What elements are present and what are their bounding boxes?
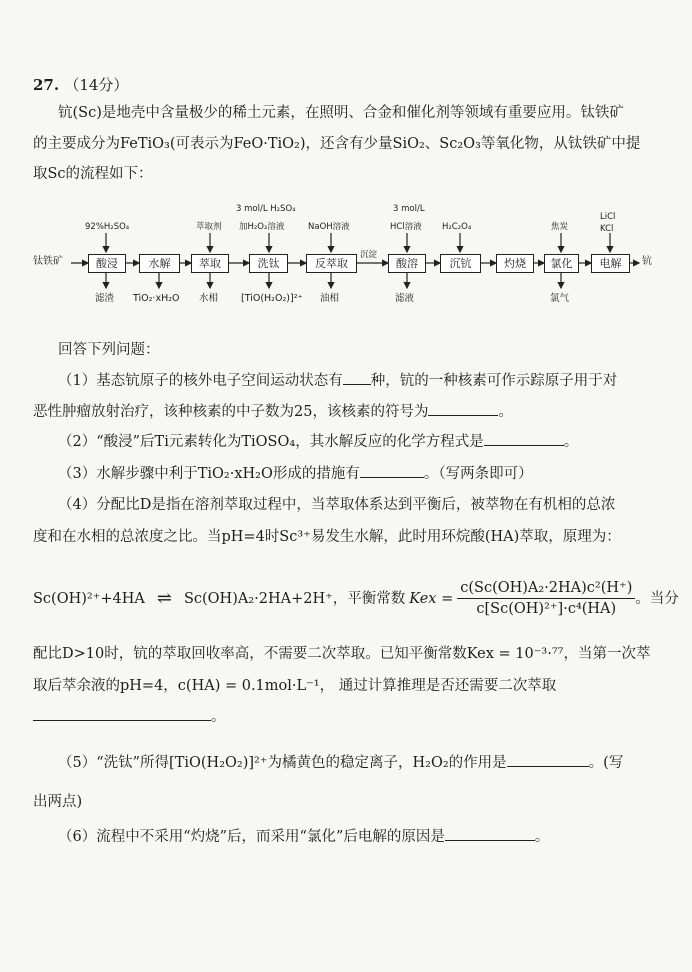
process-flowchart bbox=[33, 200, 663, 315]
q4-fraction-numerator: c(Sc(OH)A₂·2HA)c²(H⁺) bbox=[457, 578, 635, 599]
q4-k-symbol: Kex = bbox=[409, 590, 454, 607]
flow-box-chlorination: 氯化 bbox=[544, 254, 579, 273]
flow-label-h2so4-92: 92%H₂SO₄ bbox=[85, 222, 130, 232]
flow-label-extractant: 萃取剂 bbox=[196, 222, 222, 232]
q5-blank bbox=[507, 752, 589, 767]
flow-out-tio-complex: [TiO(H₂O₂)]²⁺ bbox=[241, 293, 303, 304]
prompt: 回答下列问题： bbox=[58, 342, 160, 358]
intro-line-3: 取Sc的流程如下： bbox=[33, 166, 153, 182]
q4-blank bbox=[33, 706, 211, 721]
q4-eq-right: Sc(OH)A₂·2HA+2H⁺，平衡常数 bbox=[183, 590, 406, 607]
flow-label-naoh: NaOH溶液 bbox=[308, 222, 350, 232]
flow-box-wash-ti: 洗钛 bbox=[249, 254, 288, 273]
flow-out-aqueous: 水相 bbox=[199, 293, 219, 304]
q3-text-a: （3）水解步骤中利于TiO₂·xH₂O形成的措施有 bbox=[58, 466, 360, 482]
flow-box-acid-dissolve: 酸溶 bbox=[388, 254, 426, 273]
flow-end: 钪 bbox=[642, 256, 652, 267]
q1-blank-1 bbox=[343, 370, 371, 385]
q4-text-e: 。 bbox=[211, 709, 226, 725]
flow-label-h2so4-3m: 3 mol/L H₂SO₄ bbox=[236, 204, 296, 214]
q1-text-a: （1）基态钪原子的核外电子空间运动状态有 bbox=[58, 373, 343, 389]
q4-eq-left: Sc(OH)²⁺+4HA bbox=[33, 590, 145, 607]
flow-start: 钛铁矿 bbox=[33, 256, 63, 267]
flow-box-back-extraction: 反萃取 bbox=[306, 254, 357, 273]
q2-line bbox=[58, 431, 578, 452]
q6-line bbox=[58, 826, 549, 847]
q4-answer-line bbox=[33, 706, 226, 727]
q6-blank bbox=[445, 826, 535, 841]
q6-text-b: 。 bbox=[534, 829, 550, 845]
intro-line-2: 的主要成分为FeTiO₃(可表示为FeO·TiO₂)，还含有少量SiO₂、Sc₂O₃等氧化物，从钛铁矿中提 bbox=[33, 136, 641, 152]
q5-line-1 bbox=[58, 752, 623, 773]
q5-text-a: （5）“洗钛”所得[TiO(H₂O₂)]²⁺为橘黄色的稳定离子，H₂O₂的作用是 bbox=[58, 755, 507, 771]
q4-line-3: 配比D>10时，钪的萃取回收率高，不需要二次萃取。已知平衡常数Kex = 10⁻³·⁷⁷，当第一次萃 bbox=[33, 646, 651, 662]
q4-fraction bbox=[457, 578, 635, 619]
flow-out-chlorine: 氯气 bbox=[550, 293, 570, 304]
flow-label-precipitate: 沉淀 bbox=[360, 250, 378, 260]
flow-box-calcine: 灼烧 bbox=[496, 254, 534, 273]
flow-out-tio2: TiO₂·xH₂O bbox=[133, 293, 180, 304]
flow-label-3mol: 3 mol/L bbox=[393, 204, 425, 214]
question-score: （14分） bbox=[64, 76, 129, 94]
flow-box-precipitate-sc: 沉钪 bbox=[440, 254, 481, 273]
q1-text-d: 。 bbox=[498, 404, 513, 420]
flow-out-residue: 滤渣 bbox=[95, 293, 115, 304]
flow-label-coke: 焦炭 bbox=[551, 222, 569, 232]
flow-out-residue-2: 滤液 bbox=[395, 293, 415, 304]
q4-line-4: 取后萃余液的pH=4，c(HA) = 0.1mol·L⁻¹， 通过计算推理是否还需要二次萃取 bbox=[33, 678, 557, 694]
q2-text-b: 。 bbox=[563, 434, 579, 450]
q3-text-b: 。（写两条即可） bbox=[423, 466, 533, 482]
q3-line bbox=[58, 463, 533, 484]
flow-out-oil: 油相 bbox=[320, 293, 340, 304]
flow-label-h2o2: 加H₂O₂溶液 bbox=[239, 222, 285, 232]
q2-blank bbox=[484, 431, 564, 446]
question-number bbox=[33, 74, 128, 95]
q1-line-1 bbox=[58, 370, 617, 391]
q1-line-2 bbox=[33, 401, 513, 422]
q1-text-b: 种，钪的一种核素可作示踪原子用于对 bbox=[370, 373, 618, 389]
q4-eq-arrow: ⇌ bbox=[156, 587, 172, 609]
question-number-text: 27. bbox=[33, 76, 60, 94]
flow-label-h2c2o4: H₂C₂O₄ bbox=[442, 222, 472, 232]
q2-text-a: （2）“酸浸”后Ti元素转化为TiOSO₄，其水解反应的化学方程式是 bbox=[58, 434, 484, 450]
flow-label-kcl: KCl bbox=[600, 224, 614, 234]
q4-eq-after: 。当分 bbox=[635, 590, 679, 607]
flow-label-hcl: HCl溶液 bbox=[390, 222, 422, 232]
q1-blank-2 bbox=[428, 401, 498, 416]
flow-label-licl: LiCl bbox=[600, 212, 616, 222]
q4-equation bbox=[33, 578, 679, 619]
q4-fraction-denominator: c[Sc(OH)²⁺]·c⁴(HA) bbox=[476, 601, 617, 617]
q5-line-2: 出两点) bbox=[33, 794, 83, 810]
q4-line-1: （4）分配比D是指在溶剂萃取过程中，当萃取体系达到平衡后，被萃物在有机相的总浓 bbox=[58, 497, 616, 513]
q1-text-c: 恶性肿瘤放射治疗，该种核素的中子数为25，该核素的符号为 bbox=[33, 404, 429, 420]
q6-text-a: （6）流程中不采用“灼烧”后，而采用“氯化”后电解的原因是 bbox=[58, 829, 445, 845]
flow-box-electrolysis: 电解 bbox=[591, 254, 630, 273]
flow-box-extraction: 萃取 bbox=[191, 254, 229, 273]
q4-line-2: 度和在水相的总浓度之比。当pH=4时Sc³⁺易发生水解，此时用环烷酸(HA)萃取，原理为： bbox=[33, 529, 621, 545]
intro-line-1: 钪(Sc)是地壳中含量极少的稀土元素，在照明、合金和催化剂等领域有重要应用。钛铁矿 bbox=[58, 105, 624, 121]
q3-blank bbox=[360, 463, 424, 478]
flow-box-acid-leach: 酸浸 bbox=[88, 254, 126, 273]
q5-text-b: 。(写 bbox=[588, 755, 624, 771]
flow-box-hydrolysis: 水解 bbox=[139, 254, 180, 273]
